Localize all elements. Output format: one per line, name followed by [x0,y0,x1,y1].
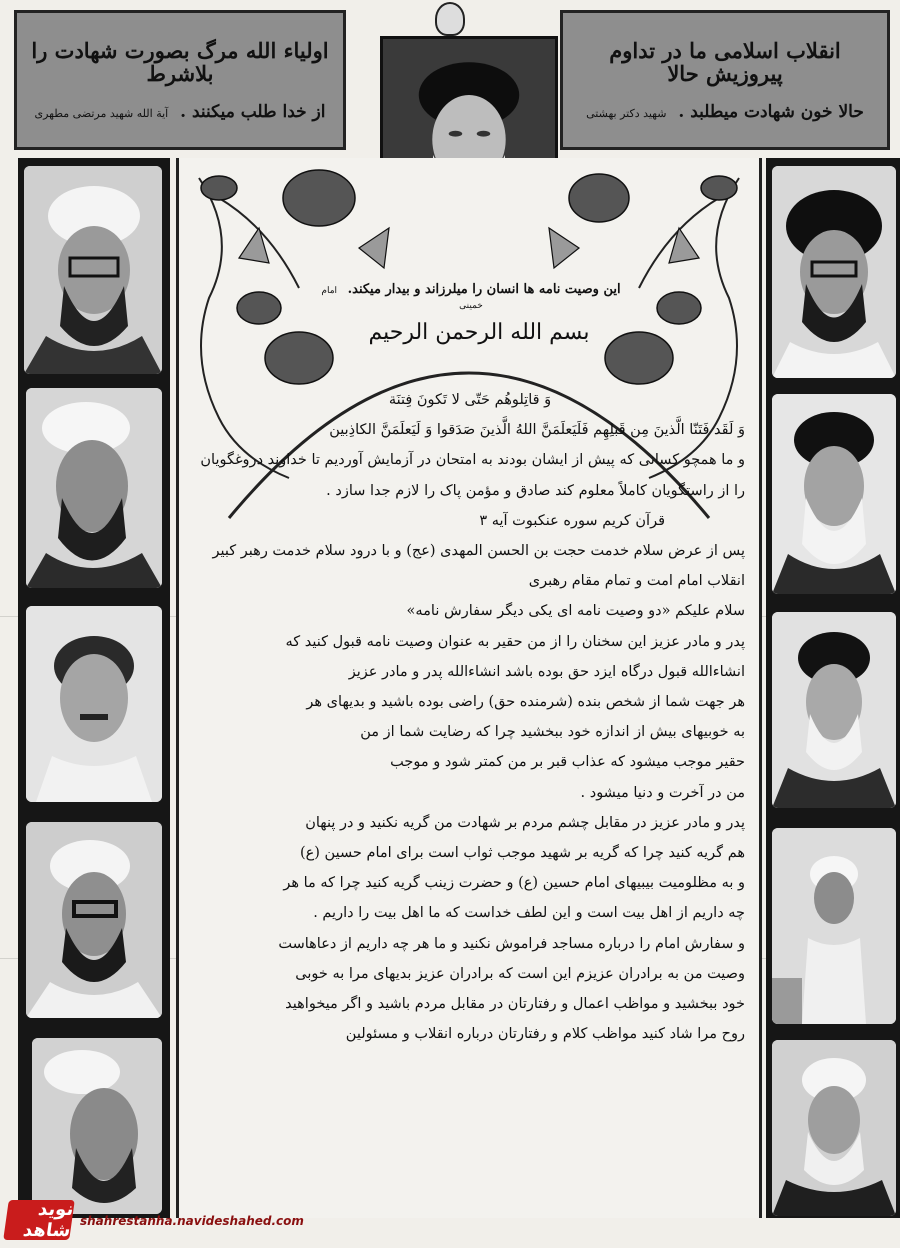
emblem-icon [435,2,465,36]
banner-right-author: شهید دکتر بهشتی [586,106,667,120]
source-url-watermark: shahrestanha.navideshahed.com [80,1214,304,1228]
quote-banner-left [14,10,346,150]
letter-line: حقیر موجب میشود که عذاب قبر بر من کمتر شود و موجب [390,754,745,771]
banner-left-line2-text: از خدا طلب میکنند . [180,101,326,122]
logo-text: نوید شاهد [21,1199,75,1241]
letter-line: پدر و مادر عزیز در مقابل چشم مردم بر شهادت من گریه نکنید و در پنهان [305,814,745,831]
letter-body [195,386,745,1050]
banner-left-line2 [27,103,333,122]
banner-right-line1: انقلاب اسلامی ما در تداوم پیروزیش حالا [609,37,841,86]
portrait-photo [772,394,896,594]
portrait-photo [772,612,896,808]
right-portrait-column [766,158,900,1218]
portrait-photo [24,166,162,374]
portrait-photo [772,1040,896,1216]
letter-line: به خوبیهای بیش از اندازه خود ببخشید چرا که رضایت شما از من [360,724,745,741]
tagline [321,282,621,312]
banner-right-line2 [573,103,877,122]
left-portrait-column [18,158,170,1218]
will-letter [176,158,762,1218]
portrait-photo [26,606,162,802]
letter-line: من در آخرت و دنیا میشود . [580,784,745,801]
letter-line: هم گریه کنید چرا که گریه بر شهید موجب ثواب است برای امام حسین (ع) [299,845,745,862]
letter-line: و به مظلومیت بیبیهای امام حسین (ع) و حضرت زینب گریه کنید چرا که ما هر [283,875,745,892]
banner-left-author: آیة الله شهید مرتضی مطهری [34,106,169,120]
letter-line: قرآن کریم سوره عنکبوت آیه ۳ [479,512,665,529]
portrait-photo [26,388,162,588]
letter-line: چه داریم از اهل بیت است و این لطف خداست که ما اهل بیت را داریم . [313,905,745,922]
letter-line: پدر و مادر عزیز این سخنان را از من حقیر به عنوان وصیت نامه قبول کنید که [285,633,745,650]
letter-line: انقلاب امام امت و تمام مقام رهبری [528,573,745,590]
letter-line: وَ لَقَد فَتَنّا الَّذینَ مِن قَبلِهِم فَلَیَعلَمَنَّ اللهُ الَّذینَ صَدَقوا وَ لَیَعلَمَنَّ الکاذِبین [329,422,745,439]
letter-line: سلام علیکم «دو وصیت نامه ای یکی دیگر سفارش نامه» [406,603,745,620]
letter-line: وَ قاتِلوهُم حَتّی لا تَکونَ فِتنَة [388,392,552,408]
portrait-photo [26,822,162,1018]
letter-line: انشاءالله قبول درگاه ایزد حق بوده باشد انشاءالله پدر و مادر عزیز [348,663,745,680]
navideshahed-logo [3,1200,75,1240]
letter-line: پس از عرض سلام خدمت حجت بن الحسن المهدی (عج) و با درود سلام خدمت رهبر کبیر [212,543,745,560]
letter-line: هر جهت شما از شخص بنده (شرمنده حق) راضی بوده باشید و بدیهای هر [306,694,745,711]
tagline-author: امام خمینی [321,286,483,311]
bismillah-heading: بسم الله الرحمن الرحیم [368,320,590,345]
letter-line: و ما همچو کسانی که پیش از ایشان بودند به امتحان در آزمایش آوردیم تا خداوند دروغگویان [200,452,745,469]
banner-left-line1: اولیاء الله مرگ بصورت شهادت را بلاشرط [31,37,329,86]
letter-line: وصیت من به برادران عزیزم این است که برادران عزیز بدیهای مرا به خوبی [295,965,745,982]
portrait-photo [772,166,896,378]
letter-line: خود ببخشید و مواظب اعمال و رفتارتان در مقابل مردم باشید و اگر میخواهید [285,996,745,1013]
portrait-photo [32,1038,162,1214]
tagline-text: این وصیت نامه ها انسان را میلرزاند و بیدار میکند. [347,282,621,297]
letter-line: و سفارش امام را درباره مساجد فراموش نکنید و ما هر چه داریم از دعاهاست [278,935,745,952]
letter-line: روح مرا شاد کنید مواظب کلام و رفتارتان درباره انقلاب و مسئولین [345,1026,745,1043]
letter-line: را از راستگویان کاملاً معلوم کند صادق و مؤمن پاک را لازم جدا سازد . [326,482,745,499]
banner-right-line2-text: حالا خون شهادت میطلبد . [678,101,864,122]
portrait-photo [772,828,896,1024]
quote-banner-right [560,10,890,150]
